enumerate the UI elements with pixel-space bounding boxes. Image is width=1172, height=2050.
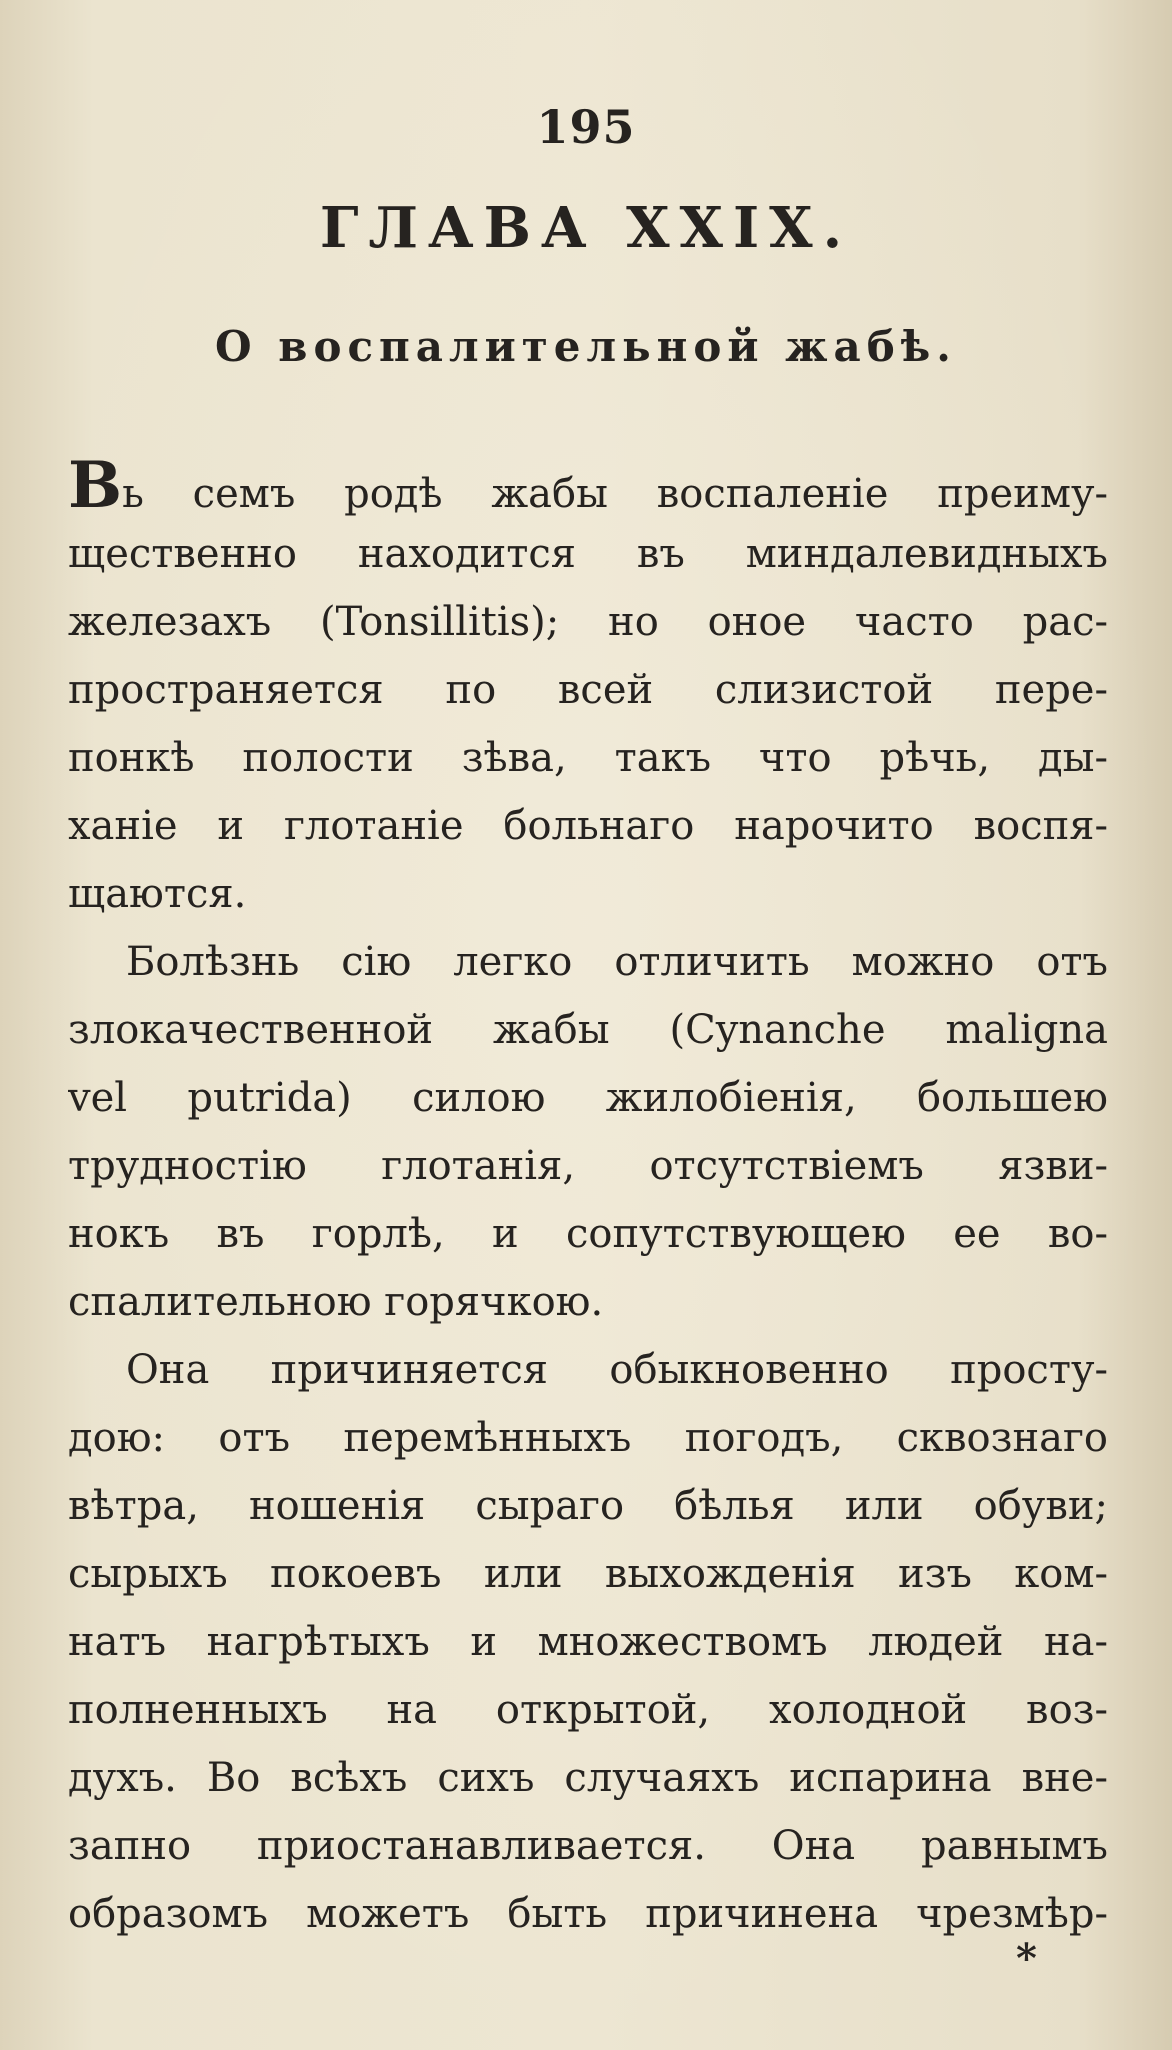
- drop-cap: В: [68, 452, 123, 520]
- text-line: вѣтра, ношенія сыраго бѣлья или обуви;: [68, 1483, 1108, 1529]
- text-line: щественно находится въ миндалевидныхъ: [68, 531, 1108, 577]
- chapter-title: ГЛАВА XXIX.: [319, 195, 853, 261]
- text-line: vel putrida) силою жилобіенія, большею: [68, 1075, 1108, 1121]
- text-line: [68, 452, 1108, 520]
- text-line: злокачественной жабы (Cynanche maligna: [68, 1007, 1108, 1053]
- text-line: натъ нагрѣтыхъ и множествомъ людей на-: [68, 1619, 1108, 1665]
- text-line: ханіе и глотаніе больнаго нарочито воспя-: [68, 803, 1108, 849]
- text-line: понкѣ полости зѣва, такъ что рѣчь, ды-: [68, 735, 1108, 781]
- text-line: Болѣзнь сію легко отличить можно отъ: [126, 939, 1108, 985]
- body-text: [68, 452, 1108, 1948]
- signature-mark: *: [1016, 1935, 1037, 1982]
- page-number: 195: [536, 100, 636, 154]
- text-line: нокъ въ горлѣ, и сопутствующею ее во-: [68, 1211, 1108, 1257]
- section-title: О воспалительной жабѣ.: [215, 322, 957, 371]
- text-line: дою: отъ перемѣнныхъ погодъ, сквознаго: [68, 1415, 1108, 1461]
- text-line: полненныхъ на открытой, холодной воз-: [68, 1687, 1108, 1733]
- text-line: Она причиняется обыкновенно просту-: [126, 1347, 1108, 1393]
- text-line: щаются.: [68, 871, 247, 917]
- text-line: образомъ можетъ быть причинена чрезмѣр-: [68, 1891, 1108, 1937]
- text-line: железахъ (Tonsillitis); но оное часто рас-: [68, 599, 1108, 645]
- text-line: сырыхъ покоевъ или выхожденія изъ ком-: [68, 1551, 1108, 1597]
- text-line: спалительною горячкою.: [68, 1279, 604, 1325]
- text-line: духъ. Во всѣхъ сихъ случаяхъ испарина вне-: [68, 1755, 1108, 1801]
- text-line: трудностію глотанія, отсутствіемъ язви-: [68, 1143, 1108, 1189]
- line-text: ь семъ родѣ жабы воспаленіе преиму-: [122, 471, 1108, 517]
- text-line: пространяется по всей слизистой пере-: [68, 667, 1108, 713]
- text-line: запно приостанавливается. Она равнымъ: [68, 1823, 1108, 1869]
